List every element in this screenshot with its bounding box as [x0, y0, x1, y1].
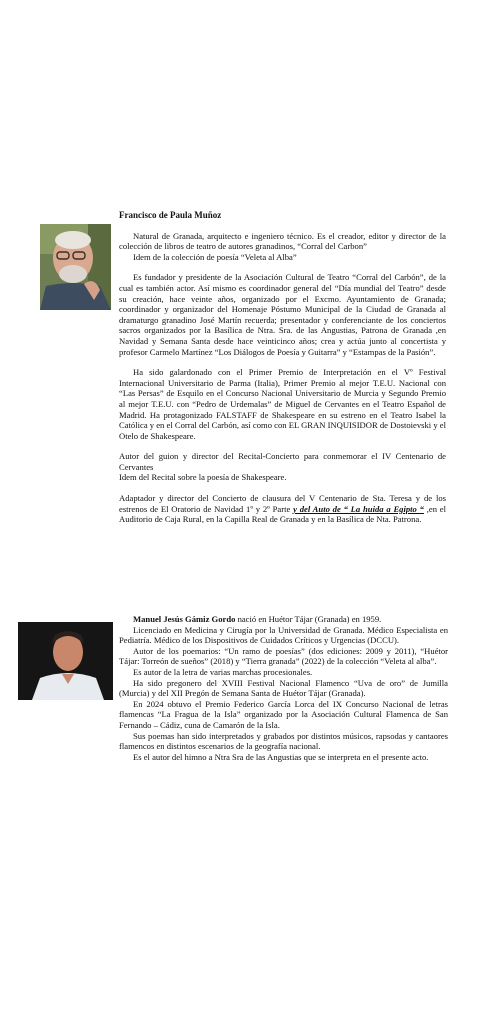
- bio-name-francisco: Francisco de Paula Muñoz: [119, 210, 222, 220]
- bio-manuel: [119, 614, 448, 762]
- bio2-intro-text: nació en Huétor Tájar (Granada) en 1959.: [235, 614, 382, 624]
- bio1-paragraph-5: Autor del guion y director del Recital-Concierto para conmemorar el IV Centenario de Cervantes: [119, 451, 446, 472]
- bio1-paragraph-3: Es fundador y presidente de la Asociación Cultural de Teatro “Corral del Carbón”, de la cual es también actor. Así mismo es coordinador general del “Día mundial del Teatro” desde su creación, hace veinte años, organizado por el Excmo. Ayuntamiento de Granada; coordinador y organizador del Homenaje Póstumo Municipal de la Ciudad de Granada al dramaturgo granadino José Martín recuerda; presentador y conferenciante de los conciertos sacros organizados por la Basílica de Ntra. Sra. de las Angustias, Patrona de Granada ,en Navidad y Semana Santa desde hace veinticinco años; crea y actúa junto al concertista y profesor Carmelo Martínez “Los Diálogos de Poesía y Guitarra” y “Estampas de la Pasión”.: [119, 272, 446, 357]
- bio1-paragraph-6: Idem del Recital sobre la poesía de Shakespeare.: [119, 472, 287, 483]
- bio2-paragraph-3: Es autor de la letra de varias marchas procesionales.: [133, 666, 313, 677]
- bio1-paragraph-7-start: Adaptador y director del Concierto de clausura del V Centenario de Sta. Teresa y de los estrenos de El Oratorio de Navidad 1º y 2º Parte: [119, 493, 446, 514]
- bio2-paragraph-5: En 2024 obtuvo el Premio Federico García Lorca del IX Concurso Nacional de letras flamencas “La Fragua de la Isla” organizado por la Asociación Cultural Flamenca de San Fernando – Cádiz, cuna de Camarón de la Isla.: [119, 698, 448, 730]
- bio2-paragraph-6: Sus poemas han sido interpretados y grabados por distintos músicos, rapsodas y cantaores flamencos en distintos escenarios de la geografía nacional.: [119, 730, 448, 752]
- portrait-photo-manuel: [18, 622, 113, 700]
- bio1-paragraph-7-end: ,en el Auditorio de Caja Rural, en la Capilla Real de Granada y en la Basílica de Nta. Patrona.: [119, 503, 447, 525]
- bio1-paragraph-4: Ha sido galardonado con el Primer Premio de Interpretación en el Vº Festival Internacional Universitario de Parma (Italia), Primer Premio al mejor T.E.U. Nacional con “Las Persas” de Esquilo en el Concurso Nacional Universitario de Murcia y Segundo Premio al mejor T.E.U. con “Pedro de Urdemalas” de Miguel de Cervantes en el Teatro Español de Madrid. Ha protagonizado FALSTAFF de Shakespeare en su estreno en el Teatro Isabel la Católica y en el Corral del Carbón, así como con EL GRAN INQUISIDOR de Dostoievski y el Otelo de Shakespeare.: [119, 367, 446, 441]
- bio2-paragraph-4: Ha sido pregonero del XVIII Festival Nacional Flamenco “Uva de oro” de Jumilla (Murcia) y del XII Pregón de Semana Santa de Huétor Tájar (Granada).: [119, 677, 448, 699]
- bio1-paragraph-7: [119, 493, 446, 525]
- bio-francisco: [119, 210, 446, 525]
- bio1-paragraph-2: Idem de la colección de poesía “Veleta al Alba”: [133, 251, 297, 262]
- auto-huida-egipto-title: y del Auto de “ La huida a Egipto “: [293, 503, 424, 514]
- bio2-intro: [119, 614, 448, 625]
- bio2-paragraph-1: Licenciado en Medicina y Cirugía por la Universidad de Granada. Médico Especialista en Pediatría. Médico de los Dispositivos de Cuidados Críticos y Urgencias (DCCU).: [119, 624, 448, 646]
- bio2-paragraph-7: Es el autor del himno a Ntra Sra de las Angustias que se interpreta en el presente acto.: [133, 751, 429, 762]
- portrait-photo-francisco: [40, 224, 111, 310]
- bio1-paragraph-1: Natural de Granada, arquitecto e ingeniero técnico. Es el creador, editor y director de la colección de libros de teatro de autores granadinos, “Corral del Carbon”: [119, 230, 446, 252]
- bio2-paragraph-2: Autor de los poemarios: “Un ramo de poesías” (dos ediciones: 2009 y 2011), “Huétor Tájar: Torreón de sueños” (2018) y “Tierra granada” (2022) de la colección “Veleta al alba”.: [119, 645, 448, 667]
- bio-name-manuel: Manuel Jesús Gámiz Gordo: [133, 614, 236, 624]
